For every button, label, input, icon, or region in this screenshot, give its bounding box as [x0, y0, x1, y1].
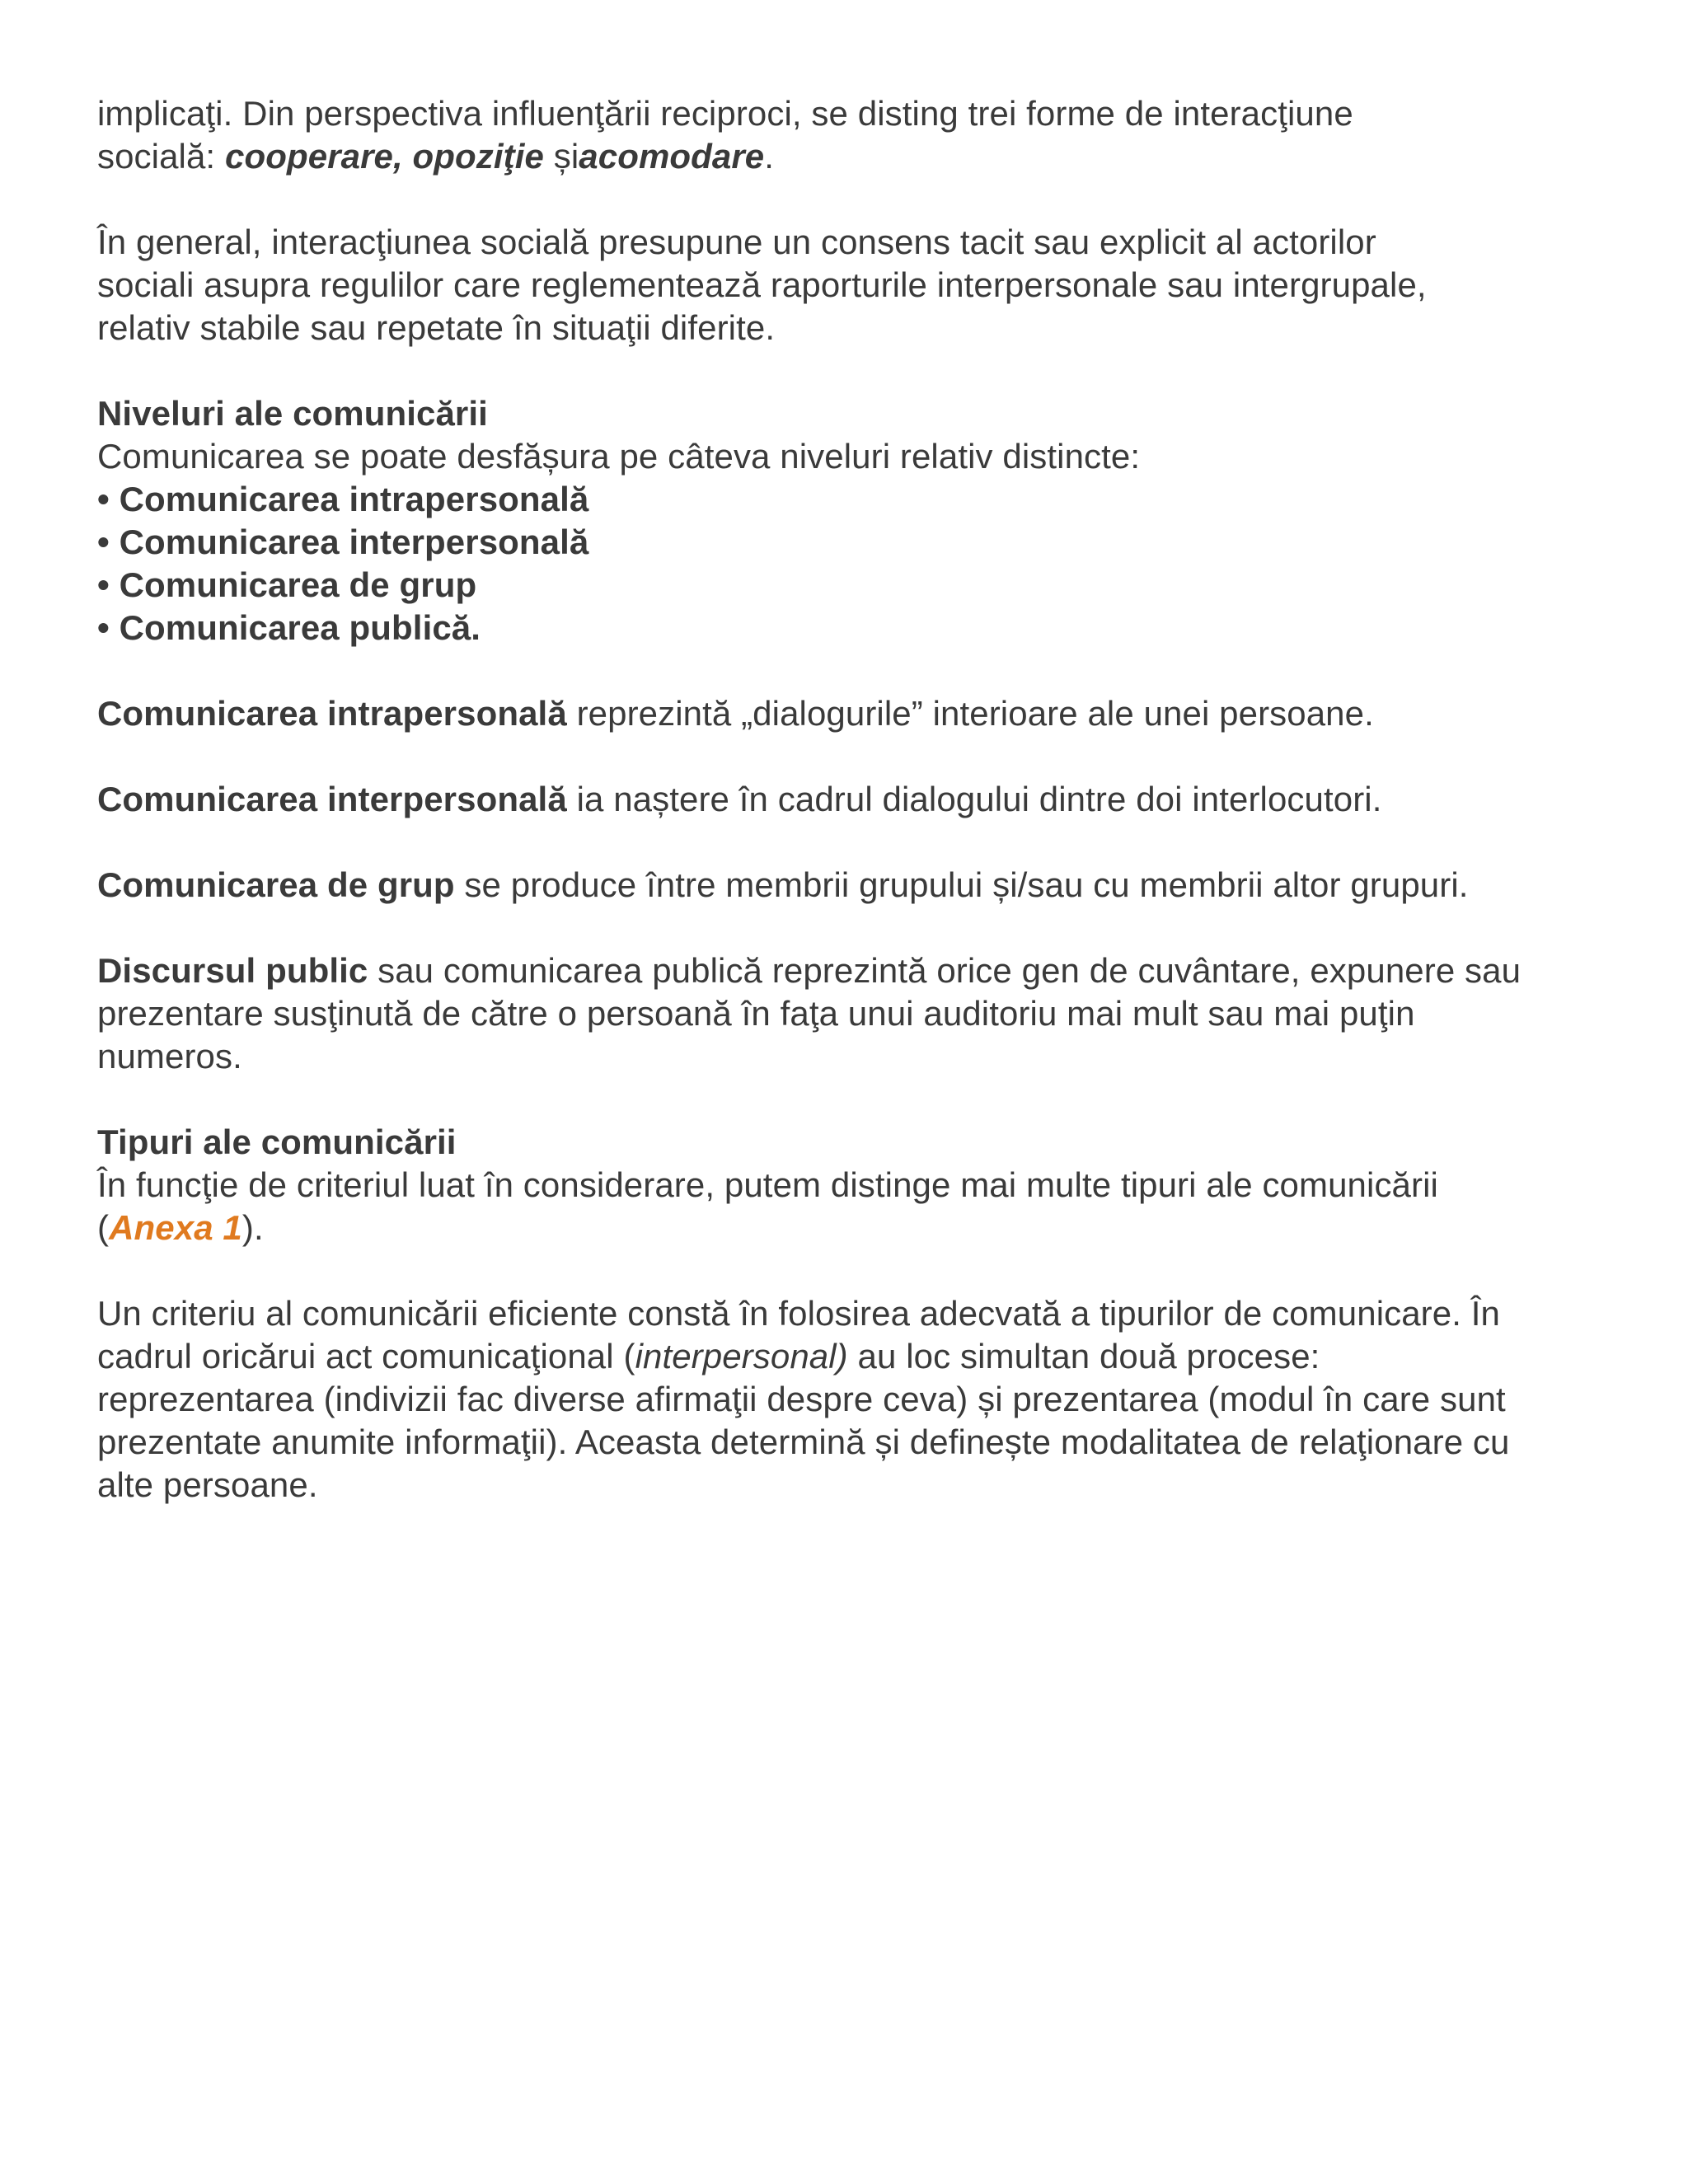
- list-item: • Comunicarea publică.: [97, 608, 481, 647]
- definition-term: Comunicarea de grup: [97, 865, 455, 904]
- definition-text: reprezintă „dialogurile” interioare ale unei persoane.: [566, 694, 1374, 733]
- list-item: • Comunicarea interpersonală: [97, 523, 589, 561]
- emphasis-terms: cooperare, opoziţie: [224, 137, 544, 176]
- text-line: [97, 1335, 1630, 1378]
- text-fragment: cadrul oricărui act comunicaţional (: [97, 1337, 635, 1376]
- paragraph-interaction-forms: [97, 92, 1630, 178]
- text-line: [97, 949, 1630, 992]
- emphasis-term: acomodare: [579, 137, 765, 176]
- text-line: [97, 778, 1630, 821]
- text-line: Un criteriu al comunicării eficiente constă în folosirea adecvată a tipurilor de comunicare. În: [97, 1294, 1500, 1333]
- text-fragment: și: [543, 137, 579, 176]
- definition-intrapersonal: [97, 692, 1630, 735]
- paragraph-efficient-communication: [97, 1292, 1630, 1507]
- text-line: implicaţi. Din perspectiva influenţării reciproci, se disting trei forme de interacţiune: [97, 94, 1353, 133]
- paragraph-consensus: [97, 221, 1630, 349]
- text-fragment: (: [97, 1208, 110, 1247]
- text-fragment: .: [764, 137, 775, 176]
- list-item: • Comunicarea intrapersonală: [97, 480, 589, 518]
- definition-interpersonal: [97, 778, 1630, 821]
- definition-term: Discursul public: [97, 951, 368, 990]
- text-line: În general, interacţiunea socială presupune un consens tacit sau explicit al actorilor: [97, 223, 1376, 261]
- text-line: [97, 864, 1630, 907]
- section-intro: Comunicarea se poate desfășura pe câteva niveluri relativ distincte:: [97, 437, 1141, 476]
- definition-term: Comunicarea intrapersonală: [97, 694, 567, 733]
- text-line: prezentare susţinută de către o persoană în faţa unui auditoriu mai mult sau mai puţin: [97, 994, 1415, 1033]
- section-heading: Tipuri ale comunicării: [97, 1122, 457, 1161]
- text-fragment: socială:: [97, 137, 225, 176]
- levels-list: [97, 478, 1630, 649]
- section-types: [97, 1121, 1630, 1249]
- definition-text: se produce între membrii grupului și/sau cu membrii altor grupuri.: [454, 865, 1469, 904]
- list-item: • Comunicarea de grup: [97, 565, 477, 604]
- text-line: prezentate anumite informaţii). Aceasta determină și definește modalitatea de relaţionare cu: [97, 1422, 1510, 1461]
- document-body: [97, 92, 1630, 1549]
- text-line: [97, 1207, 1630, 1249]
- text-fragment: au loc simultan două procese:: [847, 1337, 1320, 1376]
- text-fragment: ).: [241, 1208, 264, 1247]
- section-heading: Niveluri ale comunicării: [97, 394, 488, 433]
- definition-text: ia naștere în cadrul dialogului dintre doi interlocutori.: [566, 780, 1382, 818]
- definition-term: Comunicarea interpersonală: [97, 780, 567, 818]
- definition-text: sau comunicarea publică reprezintă orice gen de cuvântare, expunere sau: [368, 951, 1522, 990]
- text-line: [97, 692, 1630, 735]
- text-line: reprezentarea (indivizii fac diverse afirmaţii despre ceva) și prezentarea (modul în care sunt: [97, 1380, 1506, 1418]
- text-line: [97, 135, 1630, 178]
- text-line: sociali asupra regulilor care reglementează raporturile interpersonale sau intergrupale,: [97, 265, 1427, 304]
- annex-link[interactable]: Anexa 1: [109, 1208, 242, 1247]
- text-line: În funcţie de criteriul luat în considerare, putem distinge mai multe tipuri ale comunicării: [97, 1165, 1438, 1204]
- text-line: alte persoane.: [97, 1465, 318, 1504]
- section-levels: [97, 392, 1630, 649]
- text-line: numeros.: [97, 1037, 242, 1076]
- text-line: relativ stabile sau repetate în situaţii diferite.: [97, 308, 776, 347]
- definition-public: [97, 949, 1630, 1078]
- italic-term: interpersonal): [635, 1337, 848, 1376]
- definition-group: [97, 864, 1630, 907]
